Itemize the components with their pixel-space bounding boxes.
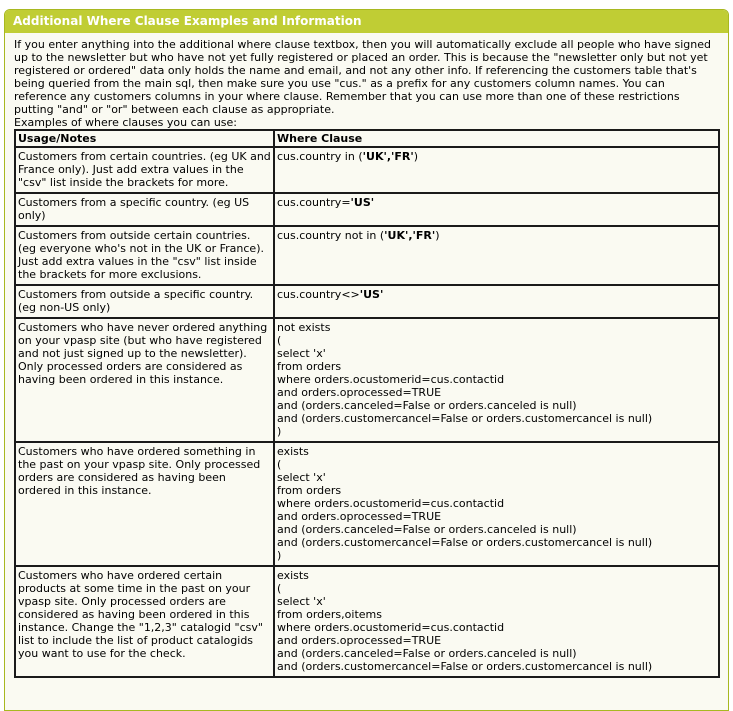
usage-note-cell: Customers from certain countries. (eg UK and France only). Just add extra values in the "csv" list inside the brackets for more.	[15, 147, 274, 193]
table-row	[15, 147, 719, 193]
clause-text: from orders,oitems	[277, 608, 382, 621]
examples-label: Examples of where clauses you can use:	[14, 116, 238, 129]
where-clause-cell	[274, 285, 719, 318]
table-row	[15, 226, 719, 285]
where-clause-line	[277, 373, 716, 386]
where-clause-cell	[274, 442, 719, 566]
clause-text: and (orders.canceled=False or orders.canceled is null)	[277, 399, 577, 412]
panel-body	[5, 33, 728, 711]
where-clause-line	[277, 425, 716, 438]
usage-note-cell: Customers who have ordered something in the past on your vpasp site. Only processed orders are considered as having been ordered in this instance.	[15, 442, 274, 566]
clause-value: 'UK','FR'	[384, 229, 436, 242]
clause-text: from orders	[277, 484, 342, 497]
clause-text: )	[435, 229, 440, 242]
clause-text: and (orders.customercancel=False or orders.customercancel is null)	[277, 412, 653, 425]
where-clause-line	[277, 412, 716, 425]
table-row	[15, 442, 719, 566]
table-body	[15, 147, 719, 677]
where-clause-line	[277, 634, 716, 647]
where-clause-line	[277, 458, 716, 471]
usage-note-cell: Customers from outside a specific country. (eg non-US only)	[15, 285, 274, 318]
table-row	[15, 566, 719, 677]
clause-text: and (orders.canceled=False or orders.canceled is null)	[277, 523, 577, 536]
usage-note-cell: Customers from a specific country. (eg US only)	[15, 193, 274, 226]
where-clause-line	[277, 536, 716, 549]
clause-text: and orders.oprocessed=TRUE	[277, 634, 442, 647]
clause-text: exists	[277, 569, 309, 582]
examples-panel	[4, 9, 729, 711]
clause-text: )	[413, 150, 419, 163]
clause-text: (	[277, 334, 282, 347]
where-clause-line	[277, 334, 716, 347]
where-clause-line	[277, 647, 716, 660]
where-clause-line	[277, 150, 716, 163]
clause-text: where orders.ocustomerid=cus.contactid	[277, 373, 505, 386]
where-clause-line	[277, 484, 716, 497]
panel-title: Additional Where Clause Examples and Information	[5, 10, 728, 33]
where-clause-line	[277, 569, 716, 582]
where-clause-line	[277, 510, 716, 523]
where-clause-line	[277, 608, 716, 621]
clause-text: and (orders.customercancel=False or orders.customercancel is null)	[277, 536, 653, 549]
clause-text: cus.country<>	[277, 288, 360, 301]
table-header-row	[15, 130, 719, 147]
where-clause-line	[277, 360, 716, 373]
clause-text: (	[277, 582, 282, 595]
clause-text: cus.country in (	[277, 150, 363, 163]
where-clause-line	[277, 621, 716, 634]
clause-text: where orders.ocustomerid=cus.contactid	[277, 497, 505, 510]
clause-text: cus.country not in (	[277, 229, 385, 242]
where-clause-line	[277, 196, 716, 209]
where-clause-cell	[274, 318, 719, 442]
where-clause-line	[277, 347, 716, 360]
clause-text: exists	[277, 445, 309, 458]
intro-text: If you enter anything into the additional where clause textbox, then you will automatically exclude all people who have signed up to the newsletter but who have not yet fully registered or placed an order. This is because the "newsletter only but not yet registered or ordered" data only holds the name and email, and not any other info. If referencing the customers table that's being queried from the main sql, then make sure you use "cus." as a prefix for any customers column names. You can reference any customers columns in your where clause. Remember that you can use more than one of these restrictions putting "and" or "or" between each clause as appropriate.	[14, 38, 711, 116]
where-clause-line	[277, 497, 716, 510]
usage-note-cell: Customers from outside certain countries. (eg everyone who's not in the UK or France). Just add extra values in the "csv" list inside the brackets for more exclusions.	[15, 226, 274, 285]
where-clause-line	[277, 582, 716, 595]
where-clause-line	[277, 595, 716, 608]
usage-note-cell: Customers who have ordered certain products at some time in the past on your vpasp site. Only processed orders are considered as having been ordered in this instance. Change the "1,2,3" catalogid "csv" list to include the list of product catalogids you want to use for the check.	[15, 566, 274, 677]
clause-text: not exists	[277, 321, 331, 334]
clause-text: select 'x'	[277, 347, 326, 360]
clause-value: 'UK','FR'	[362, 150, 414, 163]
where-clause-line	[277, 288, 716, 301]
where-clause-line	[277, 229, 716, 242]
where-clause-line	[277, 549, 716, 562]
clause-value: 'US'	[350, 196, 375, 209]
table-row	[15, 285, 719, 318]
clause-text: where orders.ocustomerid=cus.contactid	[277, 621, 505, 634]
usage-note-cell: Customers who have never ordered anything on your vpasp site (but who have registered and not just signed up to the newsletter). Only processed orders are considered as having been ordered in this instance.	[15, 318, 274, 442]
examples-table	[14, 129, 720, 678]
where-clause-line	[277, 445, 716, 458]
clause-text: select 'x'	[277, 595, 326, 608]
clause-text: and orders.oprocessed=TRUE	[277, 510, 442, 523]
where-clause-line	[277, 321, 716, 334]
column-header-where-clause: Where Clause	[274, 130, 719, 147]
where-clause-line	[277, 471, 716, 484]
clause-value: 'US'	[359, 288, 384, 301]
column-header-usage: Usage/Notes	[15, 130, 274, 147]
clause-text: and (orders.customercancel=False or orders.customercancel is null)	[277, 660, 653, 673]
clause-text: and (orders.canceled=False or orders.canceled is null)	[277, 647, 577, 660]
clause-text: )	[277, 425, 282, 438]
table-row	[15, 318, 719, 442]
where-clause-cell	[274, 147, 719, 193]
where-clause-line	[277, 660, 716, 673]
where-clause-line	[277, 523, 716, 536]
clause-text: cus.country=	[277, 196, 351, 209]
where-clause-cell	[274, 566, 719, 677]
where-clause-line	[277, 399, 716, 412]
clause-text: from orders	[277, 360, 342, 373]
where-clause-line	[277, 386, 716, 399]
table-row	[15, 193, 719, 226]
clause-text: (	[277, 458, 282, 471]
clause-text: )	[277, 549, 282, 562]
where-clause-cell	[274, 193, 719, 226]
clause-text: select 'x'	[277, 471, 326, 484]
clause-text: and orders.oprocessed=TRUE	[277, 386, 442, 399]
where-clause-cell	[274, 226, 719, 285]
